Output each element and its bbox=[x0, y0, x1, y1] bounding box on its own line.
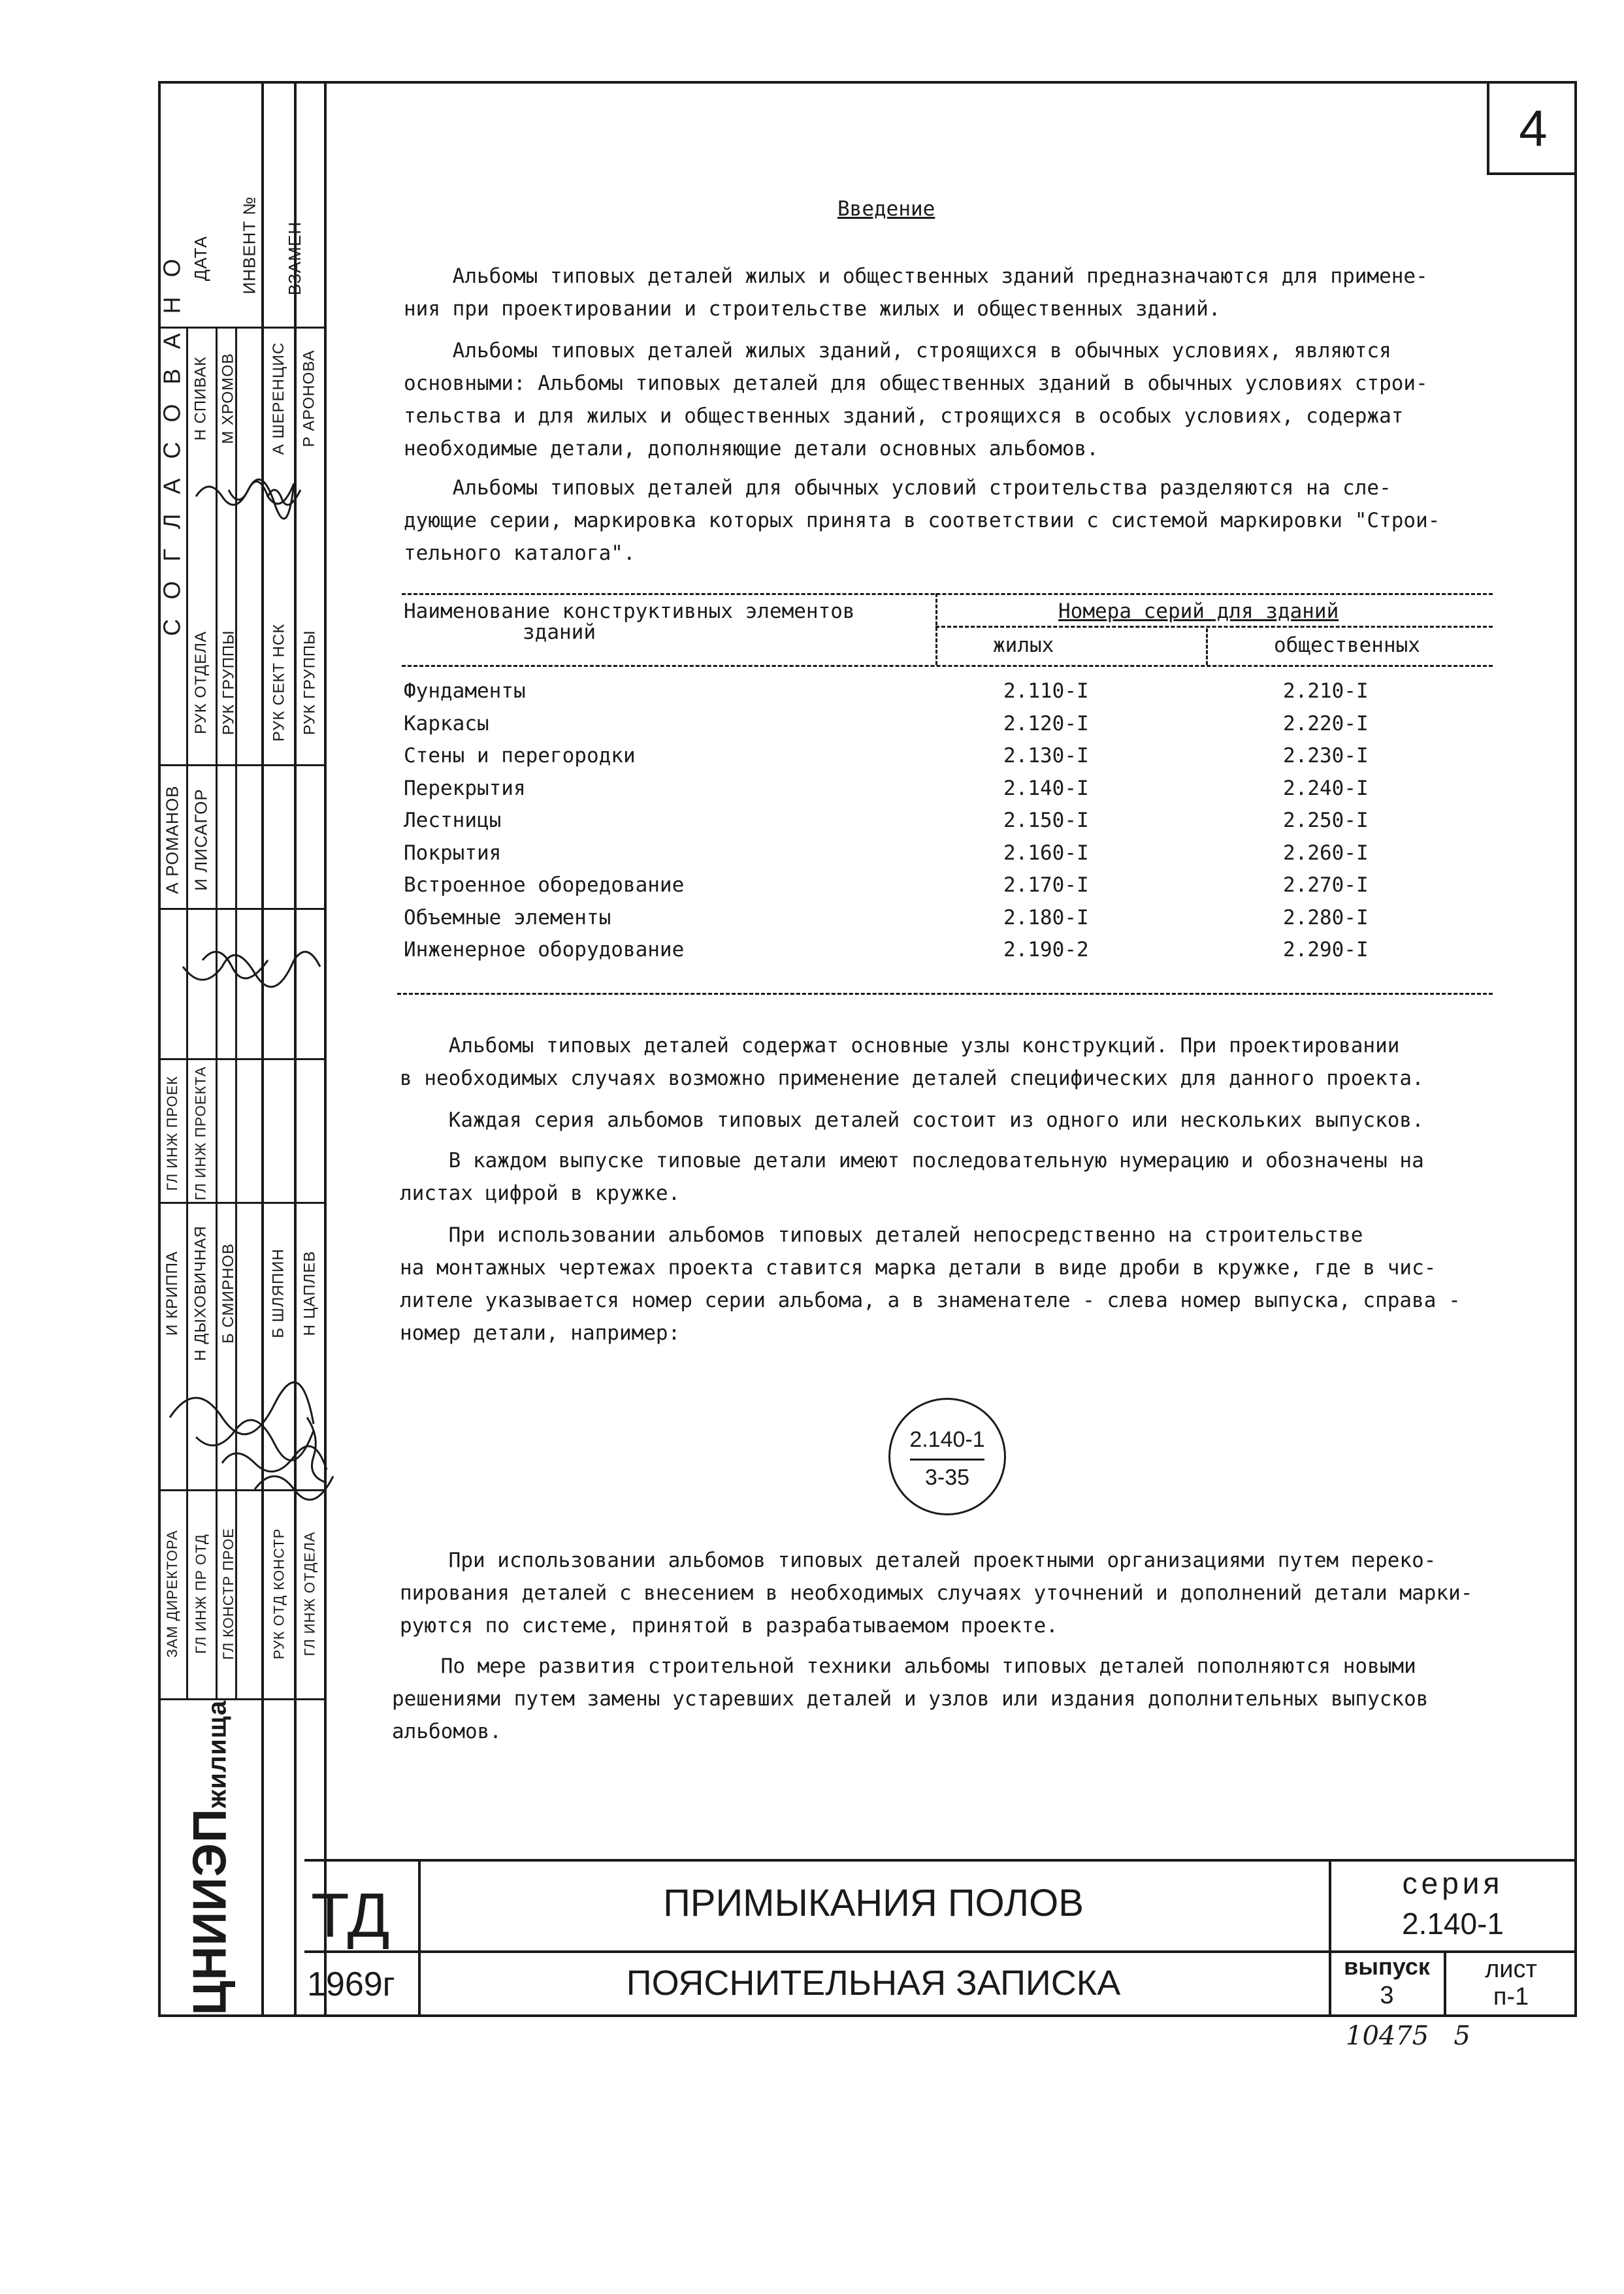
stamp-date: ДАТА bbox=[191, 235, 211, 281]
title-td: ТД bbox=[311, 1881, 390, 1950]
stamp-name: И КРИППА bbox=[163, 1251, 182, 1336]
mark-denominator: 3-35 bbox=[924, 1465, 970, 1490]
paragraph: Альбомы типовых деталей для обычных условий строительства разделяются на сле- дующие серии, маркировка которых принята в соответствии с системой маркировки "Строи- тельного каталога". bbox=[404, 476, 1440, 565]
table-cell-name: Лестницы bbox=[404, 809, 502, 832]
table-cell-name: Фундаменты bbox=[404, 679, 526, 703]
stamp-role: РУК ГРУППЫ bbox=[300, 630, 318, 735]
stamp-role: ГЛ ИНЖ ПРОЕК bbox=[164, 1076, 180, 1191]
stamp-name: А ШЕРЕНЦИС bbox=[270, 342, 287, 455]
org-main: ЦНИИЭП bbox=[184, 1808, 236, 2016]
table-cell-name: Стены и перегородки bbox=[404, 744, 636, 767]
table-cell-public: 2.210-I bbox=[1283, 679, 1369, 703]
heading: Введение bbox=[837, 197, 935, 221]
table-cell-public: 2.290-I bbox=[1283, 938, 1369, 961]
handwritten-number: 10475 5 bbox=[1346, 2021, 1470, 2051]
title-sub: ПОЯСНИТЕЛЬНАЯ ЗАПИСКА bbox=[626, 1963, 1121, 2003]
stamp-role: ГЛ ИНЖ ПР ОТД bbox=[193, 1534, 210, 1654]
stamp-role: РУК ОТД КОНСТР bbox=[270, 1528, 287, 1660]
table-cell-residential: 2.130-I bbox=[1003, 744, 1089, 767]
stamp-name: Н ЦАПЛЕВ bbox=[300, 1250, 319, 1336]
stamp-name: Б ШЛЯПИН bbox=[270, 1248, 288, 1338]
org-sub: жилища bbox=[203, 1700, 231, 1809]
table-cell-residential: 2.160-I bbox=[1003, 841, 1089, 865]
title-year: 1969г bbox=[307, 1965, 395, 2003]
table-cell-public: 2.250-I bbox=[1283, 809, 1369, 832]
table-cell-name: Объемные элементы bbox=[404, 906, 611, 929]
table-cell-name: Покрытия bbox=[404, 841, 502, 865]
stamp-name: И ЛИСАГОР bbox=[191, 788, 211, 891]
paragraph: При использовании альбомов типовых деталей проектными организациями путем переко- пирования деталей с внесением в необходимых случаях уточнений и дополнений детали марки- руются по системе, принятой в разрабатываемом проекте. bbox=[400, 1549, 1473, 1638]
table-cell-public: 2.230-I bbox=[1283, 744, 1369, 767]
stamp-role: ГЛ ИНЖ ОТДЕЛА bbox=[301, 1531, 318, 1656]
stamp-role: ГЛ КОНСТР ПРОЕ bbox=[220, 1528, 236, 1660]
stamp-inv: ИНВЕНТ № bbox=[239, 196, 259, 294]
table-cell-residential: 2.180-I bbox=[1003, 906, 1089, 929]
mark-numerator: 2.140-1 bbox=[909, 1427, 985, 1452]
table-cell-public: 2.270-I bbox=[1283, 873, 1369, 897]
stamp-name: М ХРОМОВ bbox=[219, 353, 238, 444]
table-cell-name: Встроенное оборедование bbox=[404, 873, 685, 897]
table-cell-residential: 2.190-2 bbox=[1003, 938, 1089, 961]
signatures bbox=[157, 457, 346, 1535]
table-cell-public: 2.260-I bbox=[1283, 841, 1369, 865]
table-cell-public: 2.280-I bbox=[1283, 906, 1369, 929]
table-header: Наименование конструктивных элементов bbox=[404, 600, 855, 623]
table-cell-residential: 2.110-I bbox=[1003, 679, 1089, 703]
table-cell-name: Каркасы bbox=[404, 712, 489, 735]
page-number: 4 bbox=[1487, 84, 1577, 175]
paragraph: Каждая серия альбомов типовых деталей состоит из одного или нескольких выпусков. bbox=[400, 1108, 1424, 1132]
stamp-name: Н СПИВАК bbox=[192, 356, 210, 441]
table-header: зданий bbox=[523, 621, 596, 644]
stamp-name: А РОМАНОВ bbox=[162, 785, 182, 894]
stamp-org bbox=[158, 1698, 261, 2017]
table-cell-name: Инженерное оборудование bbox=[404, 938, 685, 961]
sheet-label: лист bbox=[1485, 1956, 1537, 1983]
table-header: общественных bbox=[1274, 634, 1420, 657]
paragraph: При использовании альбомов типовых деталей непосредственно на строительстве на монтажных чертежах проекта ставится марка детали в виде дроби в кружке, где в чис- лителе указывается номер серии альбома, а в знаменателе - слева номер выпуска, справа - номер детали, например: bbox=[400, 1223, 1461, 1345]
table-cell-residential: 2.170-I bbox=[1003, 873, 1089, 897]
table-cell-public: 2.220-I bbox=[1283, 712, 1369, 735]
paragraph: Альбомы типовых деталей жилых зданий, строящихся в обычных условиях, являются основными: Альбомы типовых деталей для общественных зданий в обычных условиях строи- тельства и для жилых и общественных зданий, строящихся в особых условиях, содержат необходимые детали, дополняющие детали основных альбомов. bbox=[404, 339, 1428, 460]
table-cell-residential: 2.140-I bbox=[1003, 777, 1089, 800]
stamp-role: РУК ГРУППЫ bbox=[219, 630, 237, 735]
table-cell-residential: 2.150-I bbox=[1003, 809, 1089, 832]
stamp-role: РУК ОТДЕЛА bbox=[192, 631, 210, 734]
table-cell-residential: 2.120-I bbox=[1003, 712, 1089, 735]
paragraph: Альбомы типовых деталей жилых и общественных зданий предназначаются для примене- ния при проектировании и строительстве жилых и общественных зданий. bbox=[404, 265, 1428, 321]
series-value: 2.140-1 bbox=[1401, 1907, 1504, 1941]
issue-label: выпуск bbox=[1344, 1953, 1430, 1980]
table-cell-name: Перекрытия bbox=[404, 777, 526, 800]
stamp-role: ГЛ ИНЖ ПРОЕКТА bbox=[193, 1066, 209, 1201]
sheet-value: п-1 bbox=[1493, 1983, 1529, 2011]
issue-value: 3 bbox=[1380, 1982, 1394, 2009]
table-header: жилых bbox=[993, 634, 1054, 657]
stamp-name: Н ДЫХОВИЧНАЯ bbox=[192, 1225, 210, 1361]
table-group-header: Номера серий для зданий bbox=[1058, 600, 1339, 623]
stamp-replaced: ВЗАМЕН bbox=[285, 221, 305, 295]
paragraph: По мере развития строительной техники альбомы типовых деталей пополняются новыми решениями путем замены устаревших деталей и узлов или издания дополнительных выпусков альбомов. bbox=[392, 1655, 1429, 1743]
series-label: серия bbox=[1402, 1866, 1504, 1900]
title-main: ПРИМЫКАНИЯ ПОЛОВ bbox=[663, 1882, 1084, 1924]
stamp-name: Р АРОНОВА bbox=[300, 349, 318, 447]
paragraph: В каждом выпуске типовые детали имеют последовательную нумерацию и обозначены на листах цифрой в кружке. bbox=[400, 1149, 1424, 1205]
stamp-name: Б СМИРНОВ bbox=[219, 1243, 237, 1344]
stamp-approved: С О Г Л А С О В А Н О bbox=[159, 252, 186, 636]
stamp-role: ЗАМ ДИРЕКТОРА bbox=[164, 1530, 180, 1658]
example-mark bbox=[888, 1398, 1006, 1515]
stamp-role: РУК СЕКТ НСК bbox=[270, 623, 288, 742]
paragraph: Альбомы типовых деталей содержат основные узлы конструкций. При проектировании в необходимых случаях возможно применение деталей специфических для данного проекта. bbox=[400, 1034, 1424, 1090]
table-cell-public: 2.240-I bbox=[1283, 777, 1369, 800]
